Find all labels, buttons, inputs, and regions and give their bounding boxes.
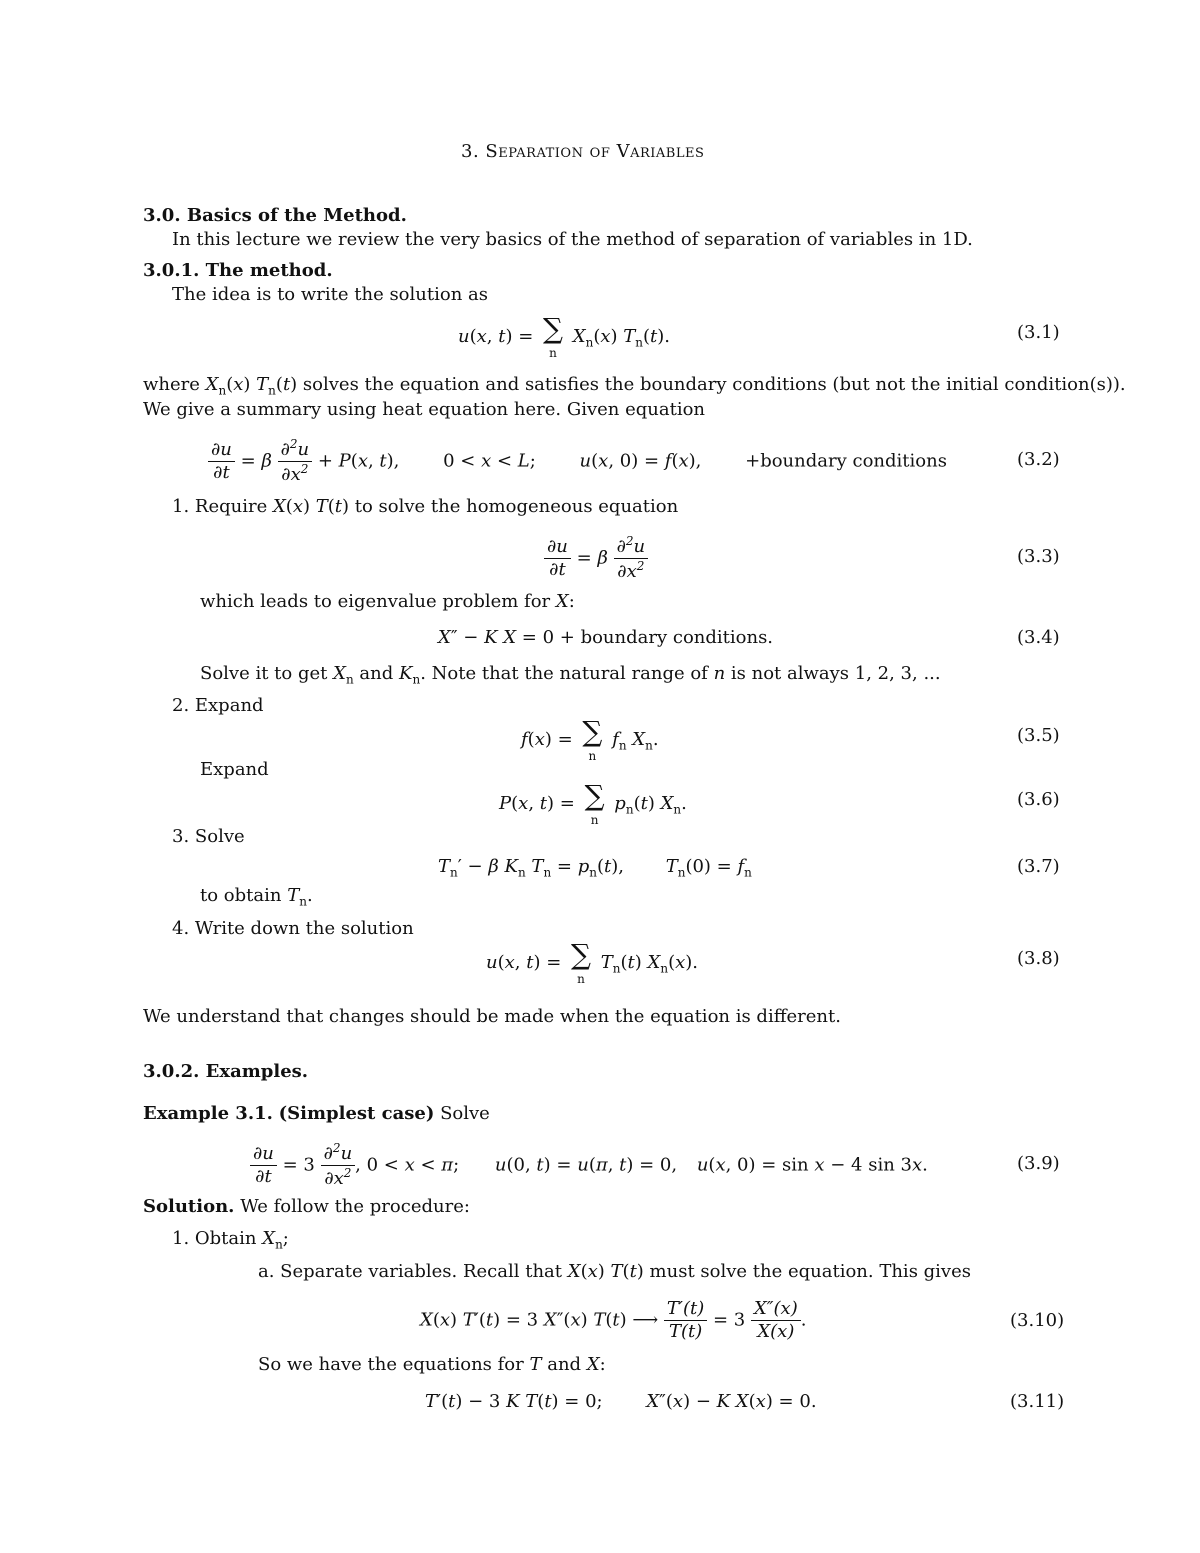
method-idea: The idea is to write the solution as (172, 284, 488, 305)
equation-3-10: X(x) T′(t) = 3 X″(x) T(t) ⟶ $\frac{T'(t)}{T(t)}$ = 3 $\frac{X''(x)}{X(x)}$ . (420, 1298, 807, 1342)
equation-3-3: $\frac{\partial u}{\partial t}$ = β $\frac{\partial^2u}{\partial x^2}$ (544, 535, 648, 582)
equation-3-11: T′(t) − 3 K T(t) = 0; X″(x) − K X(x) = 0. (425, 1391, 817, 1412)
subsection-heading-examples: 3.0.2. Examples. (143, 1061, 309, 1082)
section-intro: In this lecture we review the very basics of the method of separation of variables in 1D. (172, 229, 973, 250)
equation-3-9: $\frac{\partial u}{\partial t}$ = 3 $\frac{\partial^2u}{\partial x^2}$ , 0 < x < π; u(0, t) = u(π, t) = 0, u(x, 0) = sin x − 4 sin 3x. (250, 1142, 928, 1189)
step-2: 2. Expand (172, 695, 264, 716)
step-3: 3. Solve (172, 826, 245, 847)
equation-number: (3.7) (1017, 856, 1060, 877)
equation-3-5: f(x) = ∑ n $f_n$ $X_n$. (521, 715, 659, 763)
paragraph: We understand that changes should be made when the equation is different. (143, 1006, 841, 1027)
paragraph: a. Separate variables. Recall that X(x) T(t) must solve the equation. This gives (258, 1261, 971, 1282)
equation-number: (3.1) (1017, 322, 1060, 343)
equation-3-1: u(x, t) = ∑ n $X_n(x)$ $T_n(t)$. (458, 312, 671, 360)
equation-number: (3.5) (1017, 725, 1060, 746)
paragraph: Solve it to get $X_n$ and $K_n$. Note that the natural range of n is not always 1, 2, 3, ... (200, 663, 941, 687)
paragraph: which leads to eigenvalue problem for X: (200, 591, 575, 612)
equation-number: (3.8) (1017, 948, 1060, 969)
equation-number: (3.11) (1010, 1391, 1065, 1412)
equation-number: (3.6) (1017, 789, 1060, 810)
paragraph: We give a summary using heat equation here. Given equation (143, 399, 706, 420)
equation-number: (3.9) (1017, 1153, 1060, 1174)
example-heading: Example 3.1. (Simplest case) Solve (143, 1103, 490, 1124)
paragraph: Expand (200, 759, 269, 780)
step-1: 1. Require X(x) T(t) to solve the homogeneous equation (172, 496, 679, 517)
equation-3-4: X″ − K X = 0 + boundary conditions. (438, 627, 774, 648)
step-4: 4. Write down the solution (172, 918, 414, 939)
equation-3-7: $T_n' - \beta$ $K_n$ $T_n = p_n(t)$, $T_n(0) = f_n$ (438, 856, 752, 880)
page-title: 3. Separation of Variables (461, 141, 705, 162)
paragraph: to obtain $T_n$. (200, 885, 313, 909)
equation-3-2: $\frac{\partial u}{\partial t}$ = β $\frac{\partial^2u}{\partial x^2}$ + P(x, t), 0 < x < L; u(x, 0) = f(x), +boundary conditions (208, 438, 947, 485)
equation-3-6: P(x, t) = ∑ n $p_n(t)$ $X_n$. (499, 779, 687, 827)
paragraph: So we have the equations for T and X: (258, 1354, 606, 1375)
solution-line: Solution. We follow the procedure: (143, 1196, 470, 1217)
paragraph: where $X_n(x)$ $T_n(t)$ solves the equation and satisfies the boundary conditions (but not the initial condition(s)). (143, 374, 1126, 398)
paragraph: 1. Obtain $X_n$; (172, 1228, 289, 1252)
subsection-heading-method: 3.0.1. The method. (143, 260, 333, 281)
equation-number: (3.2) (1017, 449, 1060, 470)
section-heading: 3.0. Basics of the Method. (143, 205, 407, 226)
equation-number: (3.10) (1010, 1310, 1065, 1331)
equation-number: (3.3) (1017, 546, 1060, 567)
equation-number: (3.4) (1017, 627, 1060, 648)
equation-3-8: u(x, t) = ∑ n $T_n(t)$ $X_n(x)$. (486, 938, 699, 986)
